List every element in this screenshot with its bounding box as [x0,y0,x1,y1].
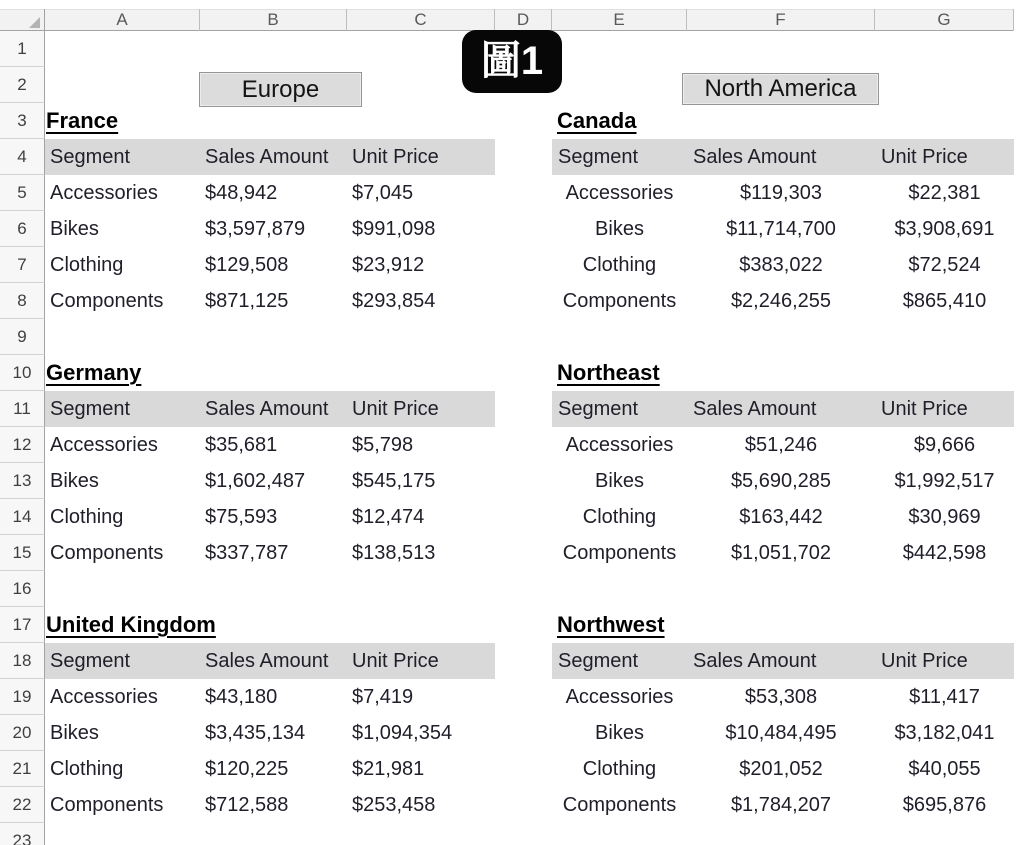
row-header-10[interactable]: 10 [0,355,45,391]
unit-cell[interactable]: $11,417 [909,686,980,708]
sales-cell[interactable]: $1,051,702 [730,542,832,564]
section-title-canada[interactable]: Canada [557,108,637,133]
unit-cell[interactable]: $5,798 [352,434,414,456]
sales-cell[interactable]: $3,435,134 [205,722,306,744]
unit-cell[interactable]: $3,908,691 [894,218,995,240]
unit-cell[interactable]: $3,182,041 [894,722,995,744]
sales-cell[interactable]: $11,714,700 [726,218,836,240]
sales-cell[interactable]: $1,784,207 [730,794,832,816]
segment-cell[interactable]: Accessories [50,686,158,708]
unit-cell[interactable]: $293,854 [352,290,436,312]
sales-cell[interactable]: $163,442 [739,506,823,528]
segment-cell[interactable]: Bikes [50,218,99,240]
unit-cell[interactable]: $138,513 [352,542,436,564]
segment-cell[interactable]: Clothing [50,758,124,780]
col-label-sales[interactable]: Sales Amount [205,146,329,168]
sales-cell[interactable]: $3,597,879 [205,218,306,240]
unit-cell[interactable]: $1,992,517 [894,470,995,492]
row-header-20[interactable]: 20 [0,715,45,751]
section-title-france[interactable]: France [46,108,119,133]
col-label-sales[interactable]: Sales Amount [693,146,817,168]
segment-cell[interactable]: Bikes [50,722,99,744]
row-header-16[interactable]: 16 [0,571,45,607]
sales-cell[interactable]: $1,602,487 [205,470,306,492]
col-label-sales[interactable]: Sales Amount [205,398,329,420]
col-label-unit[interactable]: Unit Price [881,398,968,420]
column-header-d[interactable]: D [495,9,552,31]
row-header-19[interactable]: 19 [0,679,45,715]
section-title-germany[interactable]: Germany [46,360,142,385]
col-label-segment[interactable]: Segment [50,398,131,420]
segment-cell[interactable]: Clothing [582,506,657,528]
column-header-f[interactable]: F [687,9,875,31]
select-all-triangle-icon [29,17,40,28]
row-header-22[interactable]: 22 [0,787,45,823]
sales-cell[interactable]: $120,225 [205,758,289,780]
row-header-5[interactable]: 5 [0,175,45,211]
sales-cell[interactable]: $51,246 [744,434,818,456]
unit-cell[interactable]: $12,474 [352,506,425,528]
col-label-unit[interactable]: Unit Price [352,398,439,420]
unit-cell[interactable]: $30,969 [908,506,981,528]
unit-cell[interactable]: $865,410 [902,290,987,312]
segment-cell[interactable]: Components [562,794,677,816]
figure-label-badge: 圖1 [462,30,562,93]
column-header-e[interactable]: E [552,9,687,31]
segment-cell[interactable]: Clothing [582,254,657,276]
col-label-sales[interactable]: Sales Amount [693,398,817,420]
column-header-a[interactable]: A [45,9,200,31]
north-america-button[interactable]: North America [682,73,879,105]
unit-cell[interactable]: $1,094,354 [352,722,453,744]
unit-cell[interactable]: $7,419 [352,686,414,708]
unit-cell[interactable]: $72,524 [908,254,981,276]
row-header-9[interactable]: 9 [0,319,45,355]
row-header-1[interactable]: 1 [0,31,45,67]
segment-cell[interactable]: Clothing [50,506,124,528]
section-title-northwest[interactable]: Northwest [557,612,665,637]
sales-cell[interactable]: $53,308 [744,686,818,708]
row-header-8[interactable]: 8 [0,283,45,319]
col-label-segment[interactable]: Segment [558,650,639,672]
col-label-sales[interactable]: Sales Amount [693,650,817,672]
unit-cell[interactable]: $991,098 [352,218,436,240]
sales-cell[interactable]: $75,593 [205,506,278,528]
sales-cell[interactable]: $129,508 [205,254,289,276]
row-header-11[interactable]: 11 [0,391,45,427]
row-header-3[interactable]: 3 [0,103,45,139]
unit-cell[interactable]: $9,666 [913,434,976,456]
segment-cell[interactable]: Accessories [565,434,674,456]
sales-cell[interactable]: $383,022 [739,254,823,276]
sales-cell[interactable]: $43,180 [205,686,278,708]
unit-cell[interactable]: $545,175 [352,470,436,492]
sales-cell[interactable]: $712,588 [205,794,289,816]
segment-cell[interactable]: Accessories [565,686,674,708]
sales-cell[interactable]: $201,052 [739,758,823,780]
europe-button[interactable]: Europe [199,72,362,107]
row-header-17[interactable]: 17 [0,607,45,643]
unit-cell[interactable]: $22,381 [908,182,981,204]
sales-cell[interactable]: $2,246,255 [730,290,832,312]
unit-cell[interactable]: $695,876 [902,794,987,816]
section-title-united-kingdom[interactable]: United Kingdom [46,612,216,637]
segment-cell[interactable]: Clothing [582,758,657,780]
row-header-7[interactable]: 7 [0,247,45,283]
unit-cell[interactable]: $7,045 [352,182,414,204]
col-label-segment[interactable]: Segment [50,146,131,168]
segment-cell[interactable]: Components [50,794,164,816]
segment-cell[interactable]: Bikes [595,218,644,240]
unit-cell[interactable]: $40,055 [908,758,981,780]
section-title-northeast[interactable]: Northeast [557,360,660,385]
col-label-segment[interactable]: Segment [558,146,639,168]
row-header-14[interactable]: 14 [0,499,45,535]
unit-cell[interactable]: $23,912 [352,254,425,276]
row-header-4[interactable]: 4 [0,139,45,175]
row-header-23[interactable]: 23 [0,823,45,845]
segment-cell[interactable]: Accessories [50,182,158,204]
col-label-segment[interactable]: Segment [50,650,131,672]
row-header-2[interactable]: 2 [0,67,45,103]
col-label-unit[interactable]: Unit Price [352,146,439,168]
segment-cell[interactable]: Bikes [50,470,99,492]
col-label-sales[interactable]: Sales Amount [205,650,329,672]
segment-cell[interactable]: Bikes [595,470,644,492]
segment-cell[interactable]: Accessories [50,434,158,456]
col-label-segment[interactable]: Segment [558,398,639,420]
segment-cell[interactable]: Components [50,542,164,564]
segment-cell[interactable]: Bikes [595,722,644,744]
row-header-12[interactable]: 12 [0,427,45,463]
column-header-b[interactable]: B [200,9,347,31]
sales-cell[interactable]: $871,125 [205,290,289,312]
row-header-21[interactable]: 21 [0,751,45,787]
unit-cell[interactable]: $442,598 [902,542,987,564]
segment-cell[interactable]: Clothing [50,254,124,276]
col-label-unit[interactable]: Unit Price [881,650,968,672]
segment-cell[interactable]: Accessories [565,182,674,204]
row-header-15[interactable]: 15 [0,535,45,571]
sales-cell[interactable]: $35,681 [205,434,278,456]
col-label-unit[interactable]: Unit Price [881,146,968,168]
sales-cell[interactable]: $119,303 [740,182,822,204]
unit-cell[interactable]: $21,981 [352,758,425,780]
row-header-18[interactable]: 18 [0,643,45,679]
unit-cell[interactable]: $253,458 [352,794,436,816]
sales-cell[interactable]: $48,942 [205,182,278,204]
select-all-corner[interactable] [0,9,45,31]
sales-cell[interactable]: $5,690,285 [730,470,832,492]
sales-cell[interactable]: $10,484,495 [725,722,837,744]
row-header-13[interactable]: 13 [0,463,45,499]
row-header-6[interactable]: 6 [0,211,45,247]
sales-cell[interactable]: $337,787 [205,542,289,564]
segment-cell[interactable]: Components [50,290,164,312]
column-header-g[interactable]: G [875,9,1014,31]
col-label-unit[interactable]: Unit Price [352,650,439,672]
column-header-c[interactable]: C [347,9,495,31]
segment-cell[interactable]: Components [562,290,677,312]
segment-cell[interactable]: Components [562,542,677,564]
